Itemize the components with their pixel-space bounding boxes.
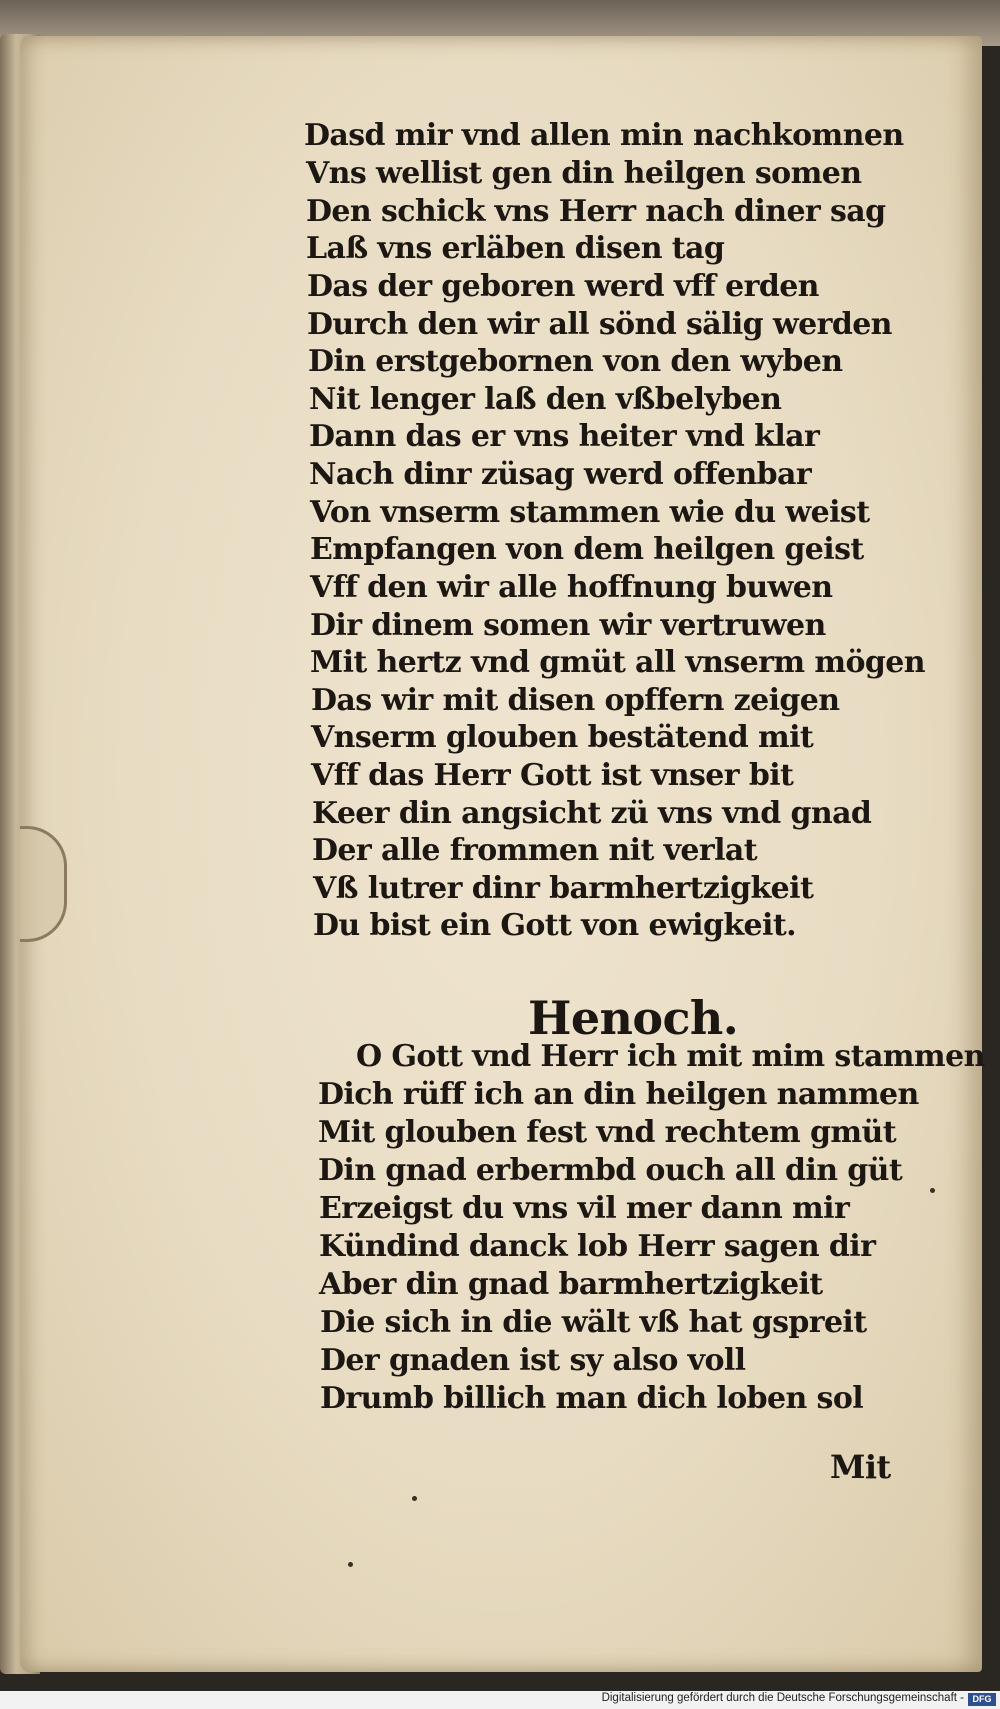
- poem-line: Empfangen von dem heilgen geist: [310, 532, 864, 567]
- poem-line: Vß lutrer dinr barmhertzigkeit: [313, 871, 814, 906]
- poem-line: Dir dinem somen wir vertruwen: [310, 608, 826, 643]
- poem-line: Das der geboren werd vff erden: [307, 269, 819, 304]
- ink-speck: [412, 1496, 417, 1501]
- poem-line: Din gnad erbermbd ouch all din güt: [318, 1153, 903, 1188]
- section-heading: Henoch.: [528, 991, 739, 1045]
- poem-line: Dich rüff ich an din heilgen nammen: [318, 1077, 919, 1112]
- dfg-logo: DFG: [968, 1693, 996, 1706]
- poem-line: Erzeigst du vns vil mer dann mir: [319, 1191, 850, 1226]
- book-page: [20, 36, 985, 1672]
- poem-line: Dasd mir vnd allen min nachkomnen: [304, 118, 904, 153]
- poem-line: Aber din gnad barmhertzigkeit: [319, 1267, 823, 1302]
- poem-line: Dann das er vns heiter vnd klar: [309, 419, 820, 454]
- poem-line: Mit hertz vnd gmüt all vnserm mögen: [310, 645, 925, 680]
- poem-line: Keer din angsicht zü vns vnd gnad: [312, 796, 872, 831]
- poem-line: Die sich in die wält vß hat gspreit: [320, 1305, 867, 1340]
- footer-credit: Digitalisierung gefördert durch die Deutsche Forschungsgemeinschaft -: [601, 1692, 964, 1704]
- poem-line: Din erstgebornen von den wyben: [308, 344, 843, 379]
- poem-line: Von vnserm stammen wie du weist: [310, 495, 870, 530]
- poem-line: Kündind danck lob Herr sagen dir: [319, 1229, 876, 1264]
- poem-line: Nach dinr züsag werd offenbar: [309, 457, 812, 492]
- poem-line: O Gott vnd Herr ich mit mim stammen: [356, 1039, 985, 1074]
- poem-line: Du bist ein Gott von ewigkeit.: [313, 908, 796, 943]
- poem-line: Laß vns erläben disen tag: [306, 231, 725, 266]
- poem-line: Das wir mit disen opffern zeigen: [311, 683, 840, 718]
- poem-line: Drumb billich man dich loben sol: [320, 1381, 864, 1416]
- catchword: Mit: [830, 1448, 891, 1486]
- poem-line: Nit lenger laß den vßbelyben: [309, 382, 782, 417]
- poem-line: Der gnaden ist sy also voll: [320, 1343, 746, 1378]
- ink-speck: [930, 1188, 935, 1193]
- ink-speck: [348, 1562, 353, 1567]
- page-text: [20, 36, 985, 1672]
- poem-line: Mit glouben fest vnd rechtem gmüt: [318, 1115, 896, 1150]
- poem-line: Vnserm glouben bestätend mit: [311, 720, 814, 755]
- poem-line: Durch den wir all sönd sälig werden: [307, 307, 892, 342]
- digitization-footer: [0, 1691, 1000, 1709]
- poem-line: Vff den wir alle hoffnung buwen: [310, 570, 833, 605]
- poem-line: Den schick vns Herr nach diner sag: [306, 194, 886, 229]
- poem-line: Vff das Herr Gott ist vnser bit: [311, 758, 794, 793]
- poem-line: Der alle frommen nit verlat: [312, 833, 757, 868]
- poem-line: Vns wellist gen din heilgen somen: [306, 156, 862, 191]
